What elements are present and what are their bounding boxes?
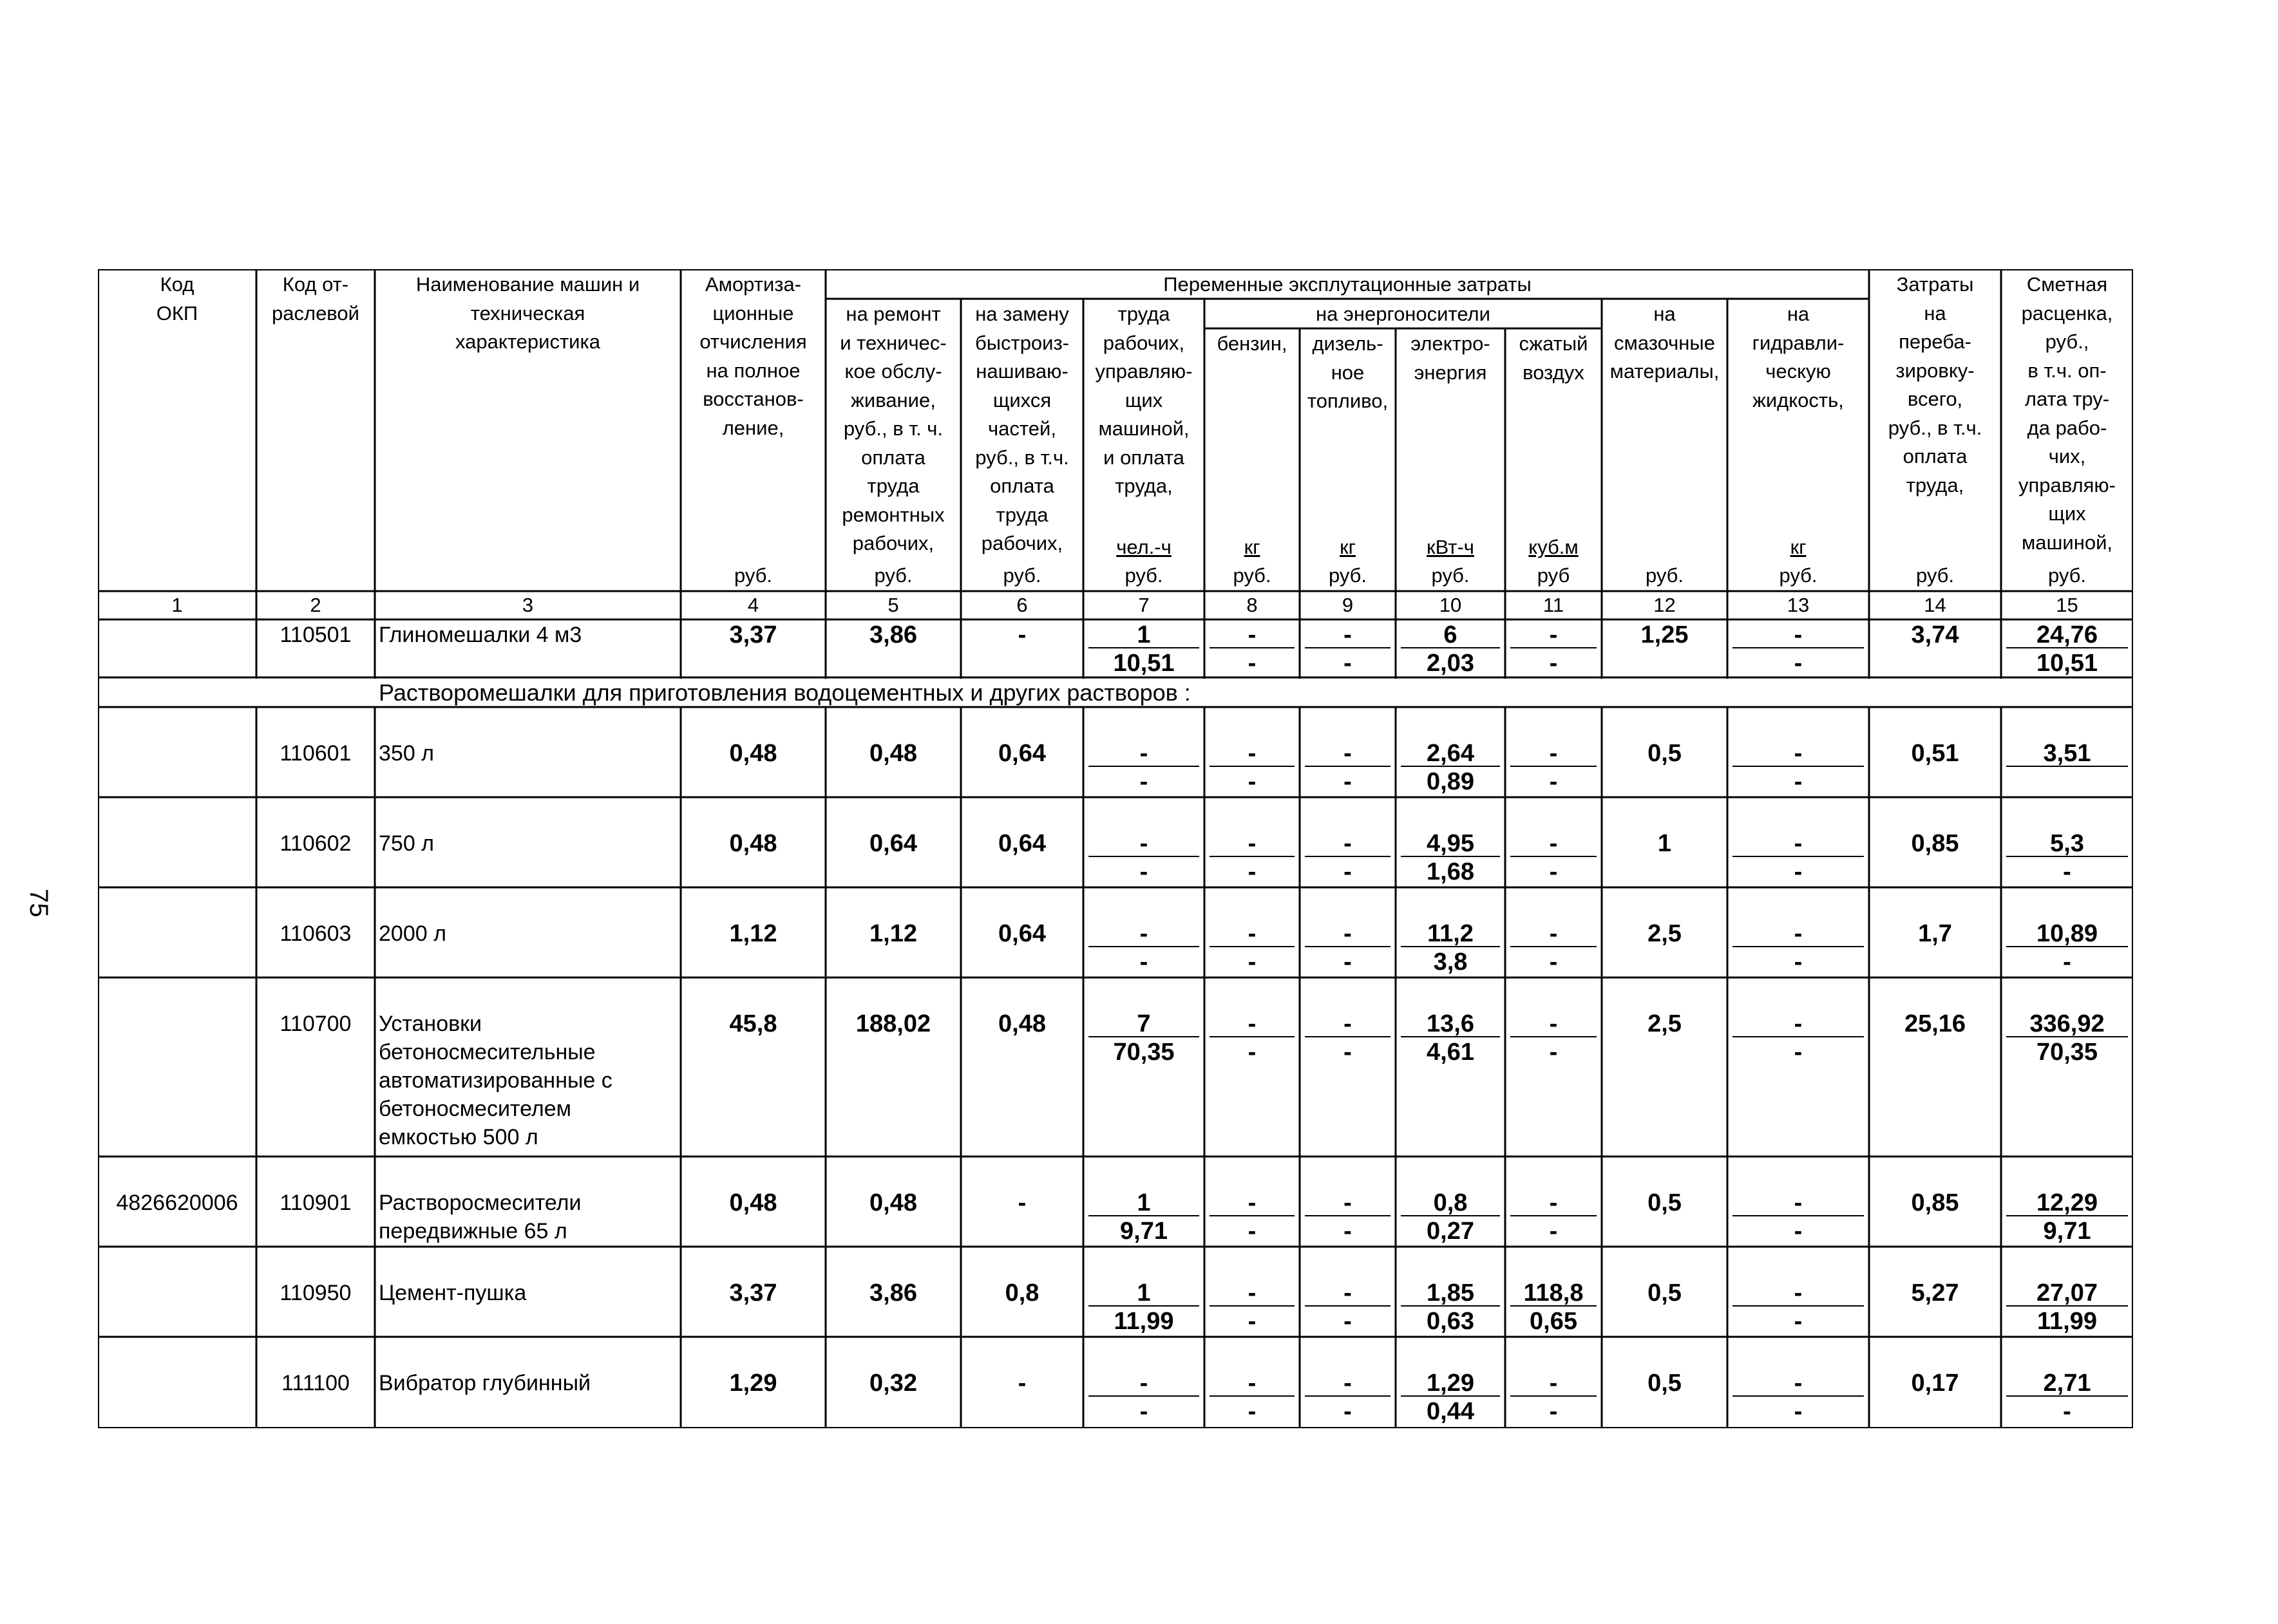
relocation-value: 0,51: [1911, 740, 1959, 767]
relocation-value: 0,17: [1911, 1370, 1959, 1397]
value-top: 13,6: [1427, 1010, 1474, 1037]
value-top: -: [1248, 1010, 1257, 1037]
value-top: 1: [1137, 621, 1151, 648]
machine-name: 2000 л: [379, 921, 446, 946]
value-bottom: -: [1139, 949, 1148, 976]
amortization-value: 1,29: [729, 1370, 777, 1397]
value-bottom: 2,03: [1427, 650, 1474, 677]
value-top: -: [1343, 1279, 1352, 1307]
relocation-value: 0,85: [1911, 1189, 1959, 1216]
unit-label: руб: [1537, 564, 1570, 587]
value-top: 27,07: [2036, 1279, 2098, 1307]
value-bottom: 4,61: [1427, 1039, 1474, 1066]
section-title: Растворомешалки для приготовления водоцементных и других растворов :: [379, 679, 1191, 706]
value-bottom: -: [1343, 650, 1352, 677]
parts-value: -: [1018, 1189, 1027, 1216]
value-bottom: 11,99: [2037, 1308, 2097, 1335]
branch-code: 110602: [280, 831, 352, 856]
value-top: -: [1248, 1279, 1257, 1307]
unit-label: кг: [1244, 536, 1260, 558]
value-bottom: -: [1343, 858, 1352, 885]
column-number: 6: [1016, 594, 1028, 616]
repair-value: 0,48: [869, 1189, 917, 1216]
value-bottom: -: [1248, 1308, 1257, 1335]
value-top: -: [1794, 830, 1803, 857]
relocation-value: 1,7: [1918, 920, 1952, 947]
machine-name: Растворосмесители передвижные 65 л: [379, 1191, 582, 1243]
machine-name: Цемент-пушка: [379, 1281, 527, 1305]
parts-value: -: [1018, 621, 1027, 648]
value-bottom: -: [1794, 1218, 1803, 1245]
relocation-value: 3,74: [1911, 621, 1959, 648]
value-bottom: -: [2063, 949, 2071, 976]
column-number: 7: [1138, 594, 1150, 616]
value-top: 2,71: [2043, 1370, 2091, 1397]
lubricants-value: 2,5: [1647, 920, 1682, 947]
machine-name: Установки бетоносмесительные автоматизированные с бетоносмесителем емкостью 500 л: [379, 1012, 612, 1149]
value-top: -: [1794, 920, 1803, 947]
value-bottom: 9,71: [1120, 1218, 1168, 1245]
value-bottom: 0,27: [1427, 1218, 1474, 1245]
value-top: 1,85: [1427, 1279, 1474, 1307]
parts-value: 0,8: [1005, 1279, 1039, 1307]
unit-label: руб.: [734, 564, 773, 587]
value-bottom: -: [1794, 1039, 1803, 1066]
unit-label: руб.: [1003, 564, 1041, 587]
parts-value: -: [1018, 1370, 1027, 1397]
value-top: -: [1549, 1370, 1558, 1397]
value-top: -: [1343, 920, 1352, 947]
lubricants-value: 1,25: [1640, 621, 1689, 648]
value-top: 3,51: [2043, 740, 2091, 767]
value-bottom: -: [1343, 949, 1352, 976]
value-bottom: -: [1139, 768, 1148, 795]
value-bottom: -: [1343, 1308, 1352, 1335]
col-14-header: Затраты на переба- зировку- всего, руб., в т.ч. оплата труда,: [1888, 273, 1982, 496]
value-top: -: [1549, 1189, 1558, 1216]
value-bottom: -: [1549, 1398, 1558, 1425]
value-top: 12,29: [2036, 1189, 2098, 1216]
value-top: -: [1248, 1370, 1257, 1397]
value-bottom: -: [1343, 768, 1352, 795]
value-bottom: -: [1248, 1398, 1257, 1425]
unit-label: руб.: [1328, 564, 1367, 587]
amortization-value: 0,48: [729, 830, 777, 857]
unit-label: руб.: [1431, 564, 1470, 587]
value-top: 7: [1137, 1010, 1151, 1037]
parts-value: 0,64: [998, 920, 1046, 947]
energy-header: на энергоносители: [1316, 303, 1490, 325]
value-bottom: 9,71: [2043, 1218, 2091, 1245]
value-bottom: 11,99: [1114, 1308, 1174, 1335]
value-bottom: -: [1343, 1039, 1352, 1066]
col-15-header: Сметная расценка, руб., в т.ч. оп- лата тру- да рабо- чих, управляю- щих машиной,: [2018, 273, 2116, 554]
col-10-header: электро- энергия: [1410, 332, 1490, 384]
value-top: -: [1343, 1010, 1352, 1037]
value-top: -: [1549, 621, 1558, 648]
parts-value: 0,64: [998, 830, 1046, 857]
value-bottom: -: [1343, 1398, 1352, 1425]
unit-label: кВт-ч: [1427, 536, 1474, 558]
relocation-value: 25,16: [1904, 1010, 1966, 1037]
col-12-header: на смазочные материалы,: [1609, 303, 1720, 382]
lubricants-value: 0,5: [1647, 740, 1682, 767]
value-bottom: -: [1794, 1308, 1803, 1335]
value-top: 2,64: [1427, 740, 1474, 767]
unit-label: руб.: [874, 564, 913, 587]
amortization-value: 1,12: [729, 920, 777, 947]
col-8-header: бензин,: [1217, 332, 1287, 355]
value-bottom: -: [1549, 650, 1558, 677]
column-number: 4: [747, 594, 759, 616]
value-top: 1: [1137, 1189, 1151, 1216]
branch-code: 110603: [280, 921, 352, 946]
value-bottom: -: [1139, 1398, 1148, 1425]
value-top: -: [1549, 830, 1558, 857]
value-bottom: -: [1794, 949, 1803, 976]
unit-label: чел.-ч: [1116, 536, 1172, 558]
column-number: 11: [1542, 594, 1564, 616]
value-bottom: 1,68: [1427, 858, 1474, 885]
lubricants-value: 0,5: [1647, 1189, 1682, 1216]
column-number: 13: [1787, 594, 1810, 616]
value-bottom: 10,51: [1113, 650, 1175, 677]
lubricants-value: 0,5: [1647, 1370, 1682, 1397]
unit-label: кг: [1340, 536, 1356, 558]
col-11-header: сжатый воздух: [1519, 332, 1588, 384]
parts-value: 0,64: [998, 740, 1046, 767]
branch-code: 110601: [280, 741, 352, 766]
value-top: 336,92: [2029, 1010, 2105, 1037]
value-top: -: [1343, 621, 1352, 648]
col-okp-header: Код ОКП: [156, 273, 198, 325]
machine-cost-table: [98, 269, 2133, 1428]
machine-name: 750 л: [379, 831, 435, 856]
value-bottom: -: [1794, 650, 1803, 677]
value-bottom: -: [1549, 858, 1558, 885]
value-top: -: [1139, 1370, 1148, 1397]
okp-code: 4826620006: [116, 1191, 238, 1215]
repair-value: 0,32: [869, 1370, 917, 1397]
value-top: 1: [1137, 1279, 1151, 1307]
value-top: -: [1139, 920, 1148, 947]
unit-label: руб.: [1779, 564, 1818, 587]
column-number: 3: [522, 594, 534, 616]
col-9-header: дизель- ное топливо,: [1307, 332, 1389, 412]
value-top: -: [1343, 1189, 1352, 1216]
value-bottom: -: [1248, 1039, 1257, 1066]
unit-label: руб.: [1915, 564, 1955, 587]
value-top: -: [1794, 1010, 1803, 1037]
lubricants-value: 2,5: [1647, 1010, 1682, 1037]
value-top: -: [1248, 920, 1257, 947]
value-top: 4,95: [1427, 830, 1474, 857]
repair-value: 0,48: [869, 740, 917, 767]
value-bottom: -: [1248, 1218, 1257, 1245]
value-bottom: 0,63: [1427, 1308, 1474, 1335]
value-top: -: [1343, 830, 1352, 857]
amortization-value: 3,37: [729, 621, 777, 648]
machine-name: Глиномешалки 4 м3: [379, 623, 582, 647]
value-top: -: [1794, 1279, 1803, 1307]
unit-label: руб.: [1645, 564, 1684, 587]
col-6-header: на замену быстроиз- нашиваю- щихся частей, руб., в т.ч. оплата труда рабочих,: [974, 303, 1070, 554]
col-name-header: Наименование машин и техническая характеристика: [415, 273, 640, 353]
value-bottom: 0,44: [1427, 1398, 1474, 1425]
branch-code: 110501: [280, 623, 352, 647]
value-top: -: [1248, 621, 1257, 648]
value-bottom: 0,65: [1530, 1308, 1577, 1335]
value-top: -: [1248, 1189, 1257, 1216]
value-bottom: 70,35: [1113, 1039, 1175, 1066]
branch-code: 110950: [280, 1281, 352, 1305]
repair-value: 188,02: [855, 1010, 931, 1037]
unit-label: руб.: [2047, 564, 2087, 587]
unit-label: куб.м: [1528, 536, 1579, 558]
column-number: 10: [1439, 594, 1462, 616]
value-bottom: -: [1248, 650, 1257, 677]
col-7-header: труда рабочих, управляю- щих машиной, и оплата труда,: [1095, 303, 1193, 497]
value-bottom: 3,8: [1433, 949, 1468, 976]
value-bottom: -: [1248, 949, 1257, 976]
value-bottom: -: [1549, 949, 1558, 976]
value-bottom: -: [2063, 1398, 2071, 1425]
machine-name: 350 л: [379, 741, 435, 766]
value-top: 1,29: [1427, 1370, 1474, 1397]
column-number: 9: [1342, 594, 1354, 616]
value-bottom: -: [1248, 768, 1257, 795]
col-code-header: Код от- раслевой: [272, 273, 359, 325]
value-top: 24,76: [2036, 621, 2098, 648]
page-number: 75: [24, 889, 53, 918]
amortization-value: 3,37: [729, 1279, 777, 1307]
value-bottom: -: [1794, 768, 1803, 795]
column-number: 8: [1246, 594, 1258, 616]
value-bottom: -: [1248, 858, 1257, 885]
amortization-value: 45,8: [729, 1010, 777, 1037]
value-top: 0,8: [1433, 1189, 1468, 1216]
column-number: 14: [1924, 594, 1946, 616]
repair-value: 3,86: [869, 1279, 917, 1307]
lubricants-value: 0,5: [1647, 1279, 1682, 1307]
col-4-header: Амортиза- ционные отчисления на полное восстанов- ление,: [699, 273, 807, 439]
value-bottom: -: [1549, 1039, 1558, 1066]
value-top: 118,8: [1523, 1279, 1584, 1307]
value-top: -: [1248, 830, 1257, 857]
column-number: 1: [171, 594, 183, 616]
value-top: -: [1794, 1370, 1803, 1397]
value-top: -: [1549, 1010, 1558, 1037]
repair-value: 1,12: [869, 920, 917, 947]
value-bottom: 10,51: [2036, 650, 2098, 677]
value-top: 10,89: [2036, 920, 2098, 947]
column-number: 12: [1653, 594, 1676, 616]
unit-label: кг: [1790, 536, 1807, 558]
value-top: 5,3: [2050, 830, 2084, 857]
column-number: 2: [310, 594, 321, 616]
variable-costs-header: Переменные эксплутационные затраты: [1163, 273, 1532, 296]
value-bottom: 0,89: [1427, 768, 1474, 795]
value-bottom: 70,35: [2036, 1039, 2098, 1066]
parts-value: 0,48: [998, 1010, 1046, 1037]
value-top: -: [1343, 740, 1352, 767]
value-bottom: -: [1343, 1218, 1352, 1245]
value-bottom: -: [2063, 858, 2071, 885]
branch-code: 111100: [281, 1371, 350, 1395]
value-top: -: [1549, 920, 1558, 947]
value-bottom: -: [1794, 858, 1803, 885]
repair-value: 0,64: [869, 830, 917, 857]
branch-code: 110901: [280, 1191, 352, 1215]
col-5-header: на ремонт и техничес- кое обслу- живание, руб., в т. ч. оплата труда ремонтных рабочих,: [840, 303, 947, 554]
value-bottom: -: [1549, 1218, 1558, 1245]
value-bottom: -: [1794, 1398, 1803, 1425]
value-top: -: [1549, 740, 1558, 767]
value-top: -: [1794, 621, 1803, 648]
relocation-value: 5,27: [1911, 1279, 1959, 1307]
value-top: -: [1139, 830, 1148, 857]
value-top: 11,2: [1427, 920, 1474, 947]
column-number: 5: [887, 594, 899, 616]
repair-value: 3,86: [869, 621, 917, 648]
relocation-value: 0,85: [1911, 830, 1959, 857]
value-top: -: [1343, 1370, 1352, 1397]
value-top: -: [1248, 740, 1257, 767]
col-13-header: на гидравли- ческую жидкость,: [1752, 303, 1845, 411]
value-top: -: [1794, 1189, 1803, 1216]
value-top: -: [1794, 740, 1803, 767]
amortization-value: 0,48: [729, 740, 777, 767]
lubricants-value: 1: [1657, 830, 1672, 857]
value-top: 6: [1443, 621, 1457, 648]
unit-label: руб.: [1125, 564, 1163, 587]
value-top: -: [1139, 740, 1148, 767]
amortization-value: 0,48: [729, 1189, 777, 1216]
unit-label: руб.: [1233, 564, 1271, 587]
column-number: 15: [2056, 594, 2078, 616]
value-bottom: -: [1139, 858, 1148, 885]
branch-code: 110700: [280, 1012, 352, 1036]
value-bottom: -: [1549, 768, 1558, 795]
machine-name: Вибратор глубинный: [379, 1371, 591, 1395]
